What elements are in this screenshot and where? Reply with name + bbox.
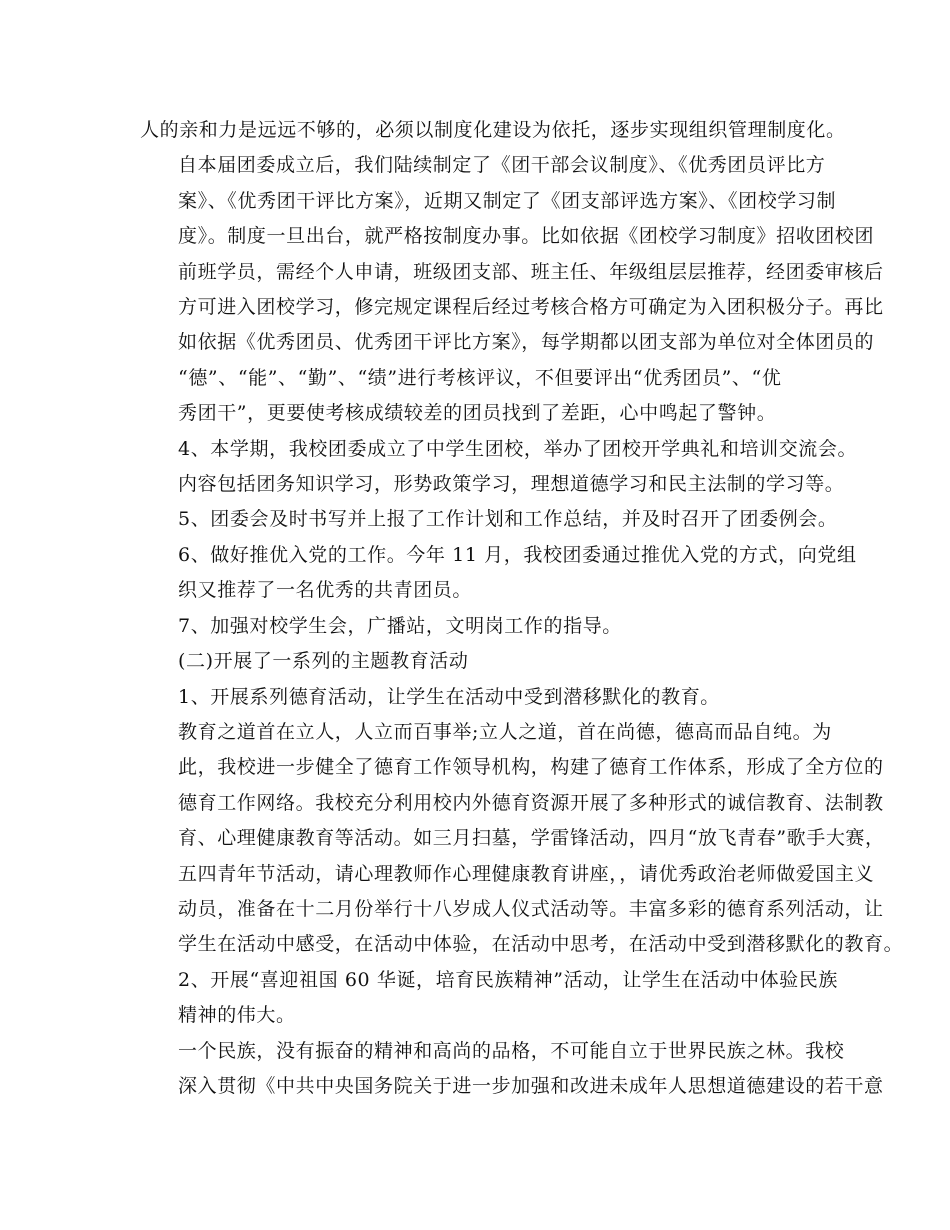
text-line: 前班学员，需经个人申请，班级团支部、班主任、年级组层层推荐，经团委审核后 [178, 260, 884, 283]
paragraph [140, 609, 830, 644]
paragraph [140, 113, 846, 148]
text-line: 动员，准备在十二月份举行十八岁成人仪式活动等。丰富多彩的德育系列活动，让 [178, 897, 884, 920]
text-line: 自本届团委成立后，我们陆续制定了《团干部会议制度》、《优秀团员评比方 [178, 154, 826, 177]
text-line: 2、开展“喜迎祖国 60 华诞，培育民族精神”活动，让学生在活动中体验民族 [178, 968, 838, 991]
paragraph [140, 1034, 884, 1105]
text-line: “德”、“能”、“勤”、“绩”进行考核评议，不但要评出“优秀团员”、“优 [178, 366, 782, 389]
text-line: 案》、《优秀团干评比方案》，近期又制定了《团支部评选方案》、《团校学习制 [178, 189, 837, 212]
text-line: 学生在活动中感受，在活动中体验，在活动中思考，在活动中受到潜移默化的教育。 [178, 933, 904, 956]
paragraph [140, 432, 858, 503]
text-line: 方可进入团校学习，修完规定课程后经过考核合格方可确定为入团积极分子。再比 [178, 296, 884, 319]
text-line: 织又推荐了一名优秀的共青团员。 [178, 579, 473, 602]
text-line: 内容包括团务知识学习，形势政策学习，理想道德学习和民主法制的学习等。 [178, 473, 845, 496]
paragraph [140, 644, 830, 679]
text-line: 五四青年节活动，请心理教师作心理健康教育讲座，，请优秀政治老师做爱国主义 [178, 862, 875, 885]
text-line: 深入贯彻《中共中央国务院关于进一步加强和改进未成年人思想道德建设的若干意 [178, 1074, 884, 1097]
paragraph [140, 538, 857, 609]
text-line: 度》。制度一旦出台，就严格按制度办事。比如依据《团校学习制度》招收团校团 [178, 225, 875, 248]
text-line: 教育之道首在立人，人立而百事举;立人之道，首在尚德，德高而品自纯。为 [178, 720, 832, 743]
text-line: 4、本学期，我校团委成立了中学生团校，举办了团校开学典礼和培训交流会。 [178, 437, 858, 460]
text-line: 5、团委会及时书写并上报了工作计划和工作总结，并及时召开了团委例会。 [178, 508, 838, 531]
paragraph [140, 715, 904, 963]
text-line: 6、做好推优入党的工作。今年 11 月，我校团委通过推优入党的方式，向党组 [178, 543, 857, 566]
text-line: 一个民族，没有振奋的精神和高尚的品格，不可能自立于世界民族之林。我校 [178, 1039, 845, 1062]
paragraph [140, 963, 838, 1034]
text-line: 1、开展系列德育活动，让学生在活动中受到潜移默化的教育。 [178, 685, 720, 708]
text-line: 此，我校进一步健全了德育工作领导机构，构建了德育工作体系，形成了全方位的 [178, 756, 884, 779]
text-line: (二)开展了一系列的主题教育活动 [178, 650, 469, 673]
text-line: 育、心理健康教育等活动。如三月扫墓，学雷锋活动，四月“放飞青春”歌手大赛， [178, 827, 885, 850]
text-line: 7、加强对校学生会，广播站，文明岗工作的指导。 [178, 614, 622, 637]
paragraph [140, 680, 830, 715]
text-line: 人的亲和力是远远不够的，必须以制度化建设为依托，逐步实现组织管理制度化。 [140, 119, 846, 141]
text-line: 精神的伟大。 [178, 1004, 296, 1027]
paragraph [140, 148, 884, 431]
text-line: 秀团干”，更要使考核成绩较差的团员找到了差距，心中鸣起了警钟。 [178, 402, 777, 425]
document-body [140, 113, 904, 1104]
paragraph [140, 502, 838, 537]
text-line: 如依据《优秀团员、优秀团干评比方案》，每学期都以团支部为单位对全体团员的 [178, 331, 875, 354]
text-line: 德育工作网络。我校充分利用校内外德育资源开展了多种形式的诚信教育、法制教 [178, 791, 884, 814]
